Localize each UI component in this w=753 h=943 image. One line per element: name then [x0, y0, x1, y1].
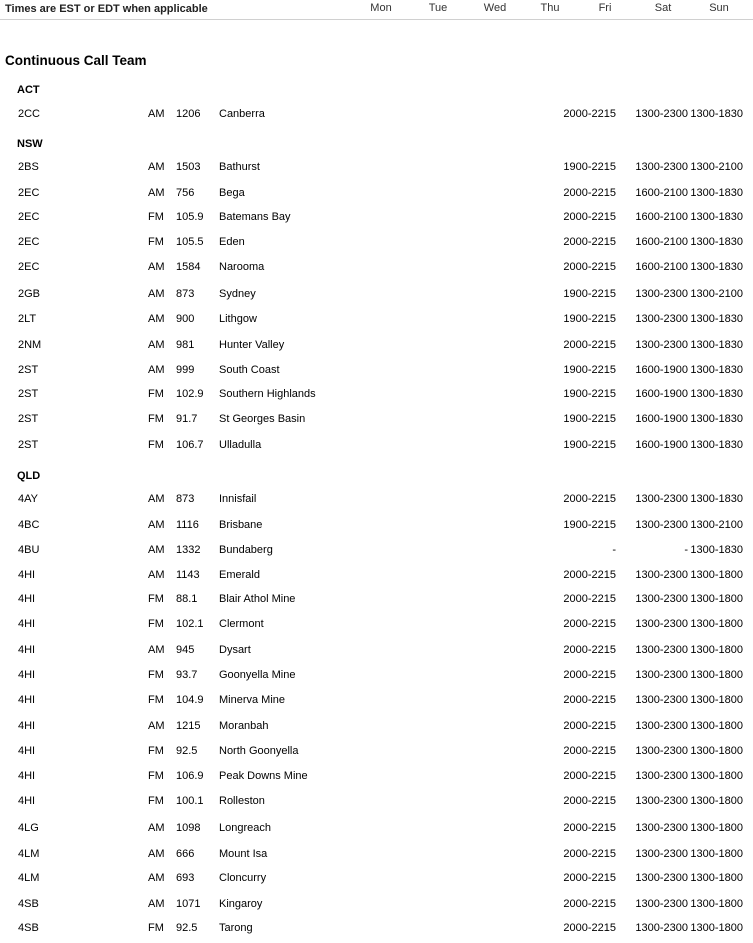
frequency: 999 [176, 364, 195, 376]
band: AM [148, 519, 165, 531]
table-row [0, 544, 753, 558]
sun-time: 1300-1830 [690, 388, 743, 400]
sat-time: 1300-2300 [635, 288, 688, 300]
location: Bundaberg [219, 544, 273, 556]
location: Blair Athol Mine [219, 593, 296, 605]
header-bar [0, 0, 753, 20]
sat-time: 1300-2300 [635, 922, 688, 934]
call-sign: 2GB [18, 288, 41, 300]
sat-time: 1300-2300 [635, 644, 688, 656]
frequency: 1332 [176, 544, 201, 556]
table-row [0, 593, 753, 607]
sat-time: 1300-2300 [635, 822, 688, 834]
band: FM [148, 745, 164, 757]
fri-time: - [612, 544, 616, 556]
call-sign: 4HI [18, 618, 36, 630]
call-sign: 2EC [18, 236, 40, 248]
band: AM [148, 493, 165, 505]
sat-time: 1300-2300 [635, 339, 688, 351]
frequency: 92.5 [176, 922, 198, 934]
sat-time: 1300-2300 [635, 161, 688, 173]
day-header-wed: Wed [483, 2, 507, 14]
call-sign: 2LT [18, 313, 37, 325]
band: AM [148, 544, 165, 556]
day-header-thu: Thu [540, 2, 560, 14]
sun-time: 1300-1830 [690, 339, 743, 351]
table-row [0, 569, 753, 583]
band: FM [148, 922, 164, 934]
call-sign: 4BU [18, 544, 40, 556]
table-row [0, 261, 753, 275]
fri-time: 2000-2215 [563, 795, 616, 807]
location: Kingaroy [219, 898, 263, 910]
location: Dysart [219, 644, 251, 656]
call-sign: 2EC [18, 261, 40, 273]
band: AM [148, 822, 165, 834]
sat-time: 1300-2300 [635, 795, 688, 807]
sun-time: 1300-1800 [690, 694, 743, 706]
fri-time: 1900-2215 [563, 288, 616, 300]
call-sign: 4LM [18, 872, 40, 884]
day-header-tue: Tue [428, 2, 448, 14]
sun-time: 1300-1800 [690, 848, 743, 860]
fri-time: 2000-2215 [563, 694, 616, 706]
table-row [0, 288, 753, 302]
table-row [0, 364, 753, 378]
sun-time: 1300-1800 [690, 593, 743, 605]
sun-time: 1300-1830 [690, 493, 743, 505]
call-sign: 4HI [18, 720, 36, 732]
band: FM [148, 618, 164, 630]
call-sign: 4HI [18, 569, 36, 581]
sat-time: 1600-1900 [635, 364, 688, 376]
table-row [0, 720, 753, 734]
frequency: 106.9 [176, 770, 204, 782]
table-row [0, 388, 753, 402]
call-sign: 2NM [18, 339, 42, 351]
band: AM [148, 108, 165, 120]
sat-time: 1600-2100 [635, 261, 688, 273]
sun-time: 1300-1800 [690, 872, 743, 884]
call-sign: 4LM [18, 848, 40, 860]
frequency: 106.7 [176, 439, 204, 451]
fri-time: 2000-2215 [563, 211, 616, 223]
table-row [0, 439, 753, 453]
fri-time: 2000-2215 [563, 872, 616, 884]
fri-time: 2000-2215 [563, 848, 616, 860]
call-sign: 4LG [18, 822, 39, 834]
sat-time: 1600-1900 [635, 413, 688, 425]
frequency: 981 [176, 339, 195, 351]
page-title: Continuous Call Team [5, 53, 147, 68]
sat-time: 1300-2300 [635, 593, 688, 605]
frequency: 1215 [176, 720, 201, 732]
fri-time: 2000-2215 [563, 745, 616, 757]
frequency: 873 [176, 288, 195, 300]
location: Emerald [219, 569, 260, 581]
sun-time: 1300-1800 [690, 898, 743, 910]
sun-time: 1300-1830 [690, 439, 743, 451]
band: AM [148, 872, 165, 884]
call-sign: 4HI [18, 795, 36, 807]
sun-time: 1300-1830 [690, 108, 743, 120]
band: AM [148, 261, 165, 273]
table-row [0, 898, 753, 912]
sun-time: 1300-1800 [690, 569, 743, 581]
sun-time: 1300-1800 [690, 795, 743, 807]
fri-time: 2000-2215 [563, 669, 616, 681]
band: FM [148, 413, 164, 425]
band: AM [148, 187, 165, 199]
call-sign: 4HI [18, 770, 36, 782]
fri-time: 2000-2215 [563, 236, 616, 248]
table-row [0, 795, 753, 809]
fri-time: 2000-2215 [563, 770, 616, 782]
location: Lithgow [219, 313, 257, 325]
fri-time: 1900-2215 [563, 388, 616, 400]
sun-time: 1300-1800 [690, 770, 743, 782]
table-row [0, 745, 753, 759]
frequency: 92.5 [176, 745, 198, 757]
location: Rolleston [219, 795, 265, 807]
location: Longreach [219, 822, 271, 834]
table-row [0, 694, 753, 708]
call-sign: 4HI [18, 593, 36, 605]
location: Hunter Valley [219, 339, 285, 351]
fri-time: 2000-2215 [563, 644, 616, 656]
state-heading: ACT [17, 84, 40, 96]
band: FM [148, 388, 164, 400]
sat-time: 1300-2300 [635, 519, 688, 531]
call-sign: 2ST [18, 413, 39, 425]
band: FM [148, 694, 164, 706]
sat-time: 1300-2300 [635, 108, 688, 120]
table-row [0, 339, 753, 353]
band: AM [148, 161, 165, 173]
location: Cloncurry [219, 872, 267, 884]
frequency: 666 [176, 848, 195, 860]
sun-time: 1300-1830 [690, 413, 743, 425]
sat-time: 1300-2300 [635, 770, 688, 782]
call-sign: 4BC [18, 519, 40, 531]
table-row [0, 493, 753, 507]
call-sign: 2BS [18, 161, 39, 173]
table-row [0, 161, 753, 175]
sun-time: 1300-1800 [690, 720, 743, 732]
call-sign: 2ST [18, 388, 39, 400]
sun-time: 1300-2100 [690, 519, 743, 531]
table-row [0, 211, 753, 225]
location: North Goonyella [219, 745, 299, 757]
day-header-fri: Fri [598, 2, 612, 14]
band: FM [148, 795, 164, 807]
location: Sydney [219, 288, 256, 300]
sun-time: 1300-1800 [690, 922, 743, 934]
band: FM [148, 211, 164, 223]
fri-time: 2000-2215 [563, 922, 616, 934]
frequency: 1116 [176, 519, 199, 531]
location: St Georges Basin [219, 413, 306, 425]
day-header-mon: Mon [370, 2, 392, 14]
sat-time: 1600-1900 [635, 439, 688, 451]
location: Mount Isa [219, 848, 268, 860]
frequency: 756 [176, 187, 195, 199]
sat-time: 1600-2100 [635, 236, 688, 248]
table-row [0, 872, 753, 886]
sun-time: 1300-1830 [690, 364, 743, 376]
frequency: 1206 [176, 108, 201, 120]
fri-time: 2000-2215 [563, 822, 616, 834]
table-row [0, 187, 753, 201]
table-row [0, 669, 753, 683]
fri-time: 2000-2215 [563, 569, 616, 581]
frequency: 88.1 [176, 593, 198, 605]
sat-time: 1300-2300 [635, 493, 688, 505]
band: FM [148, 439, 164, 451]
location: Tarong [219, 922, 253, 934]
frequency: 1584 [176, 261, 201, 273]
location: Moranbah [219, 720, 269, 732]
fri-time: 2000-2215 [563, 593, 616, 605]
sun-time: 1300-1830 [690, 261, 743, 273]
table-row [0, 644, 753, 658]
sat-time: 1600-2100 [635, 211, 688, 223]
location: Bega [219, 187, 245, 199]
sun-time: 1300-1800 [690, 618, 743, 630]
band: FM [148, 236, 164, 248]
frequency: 1503 [176, 161, 201, 173]
frequency: 104.9 [176, 694, 204, 706]
table-row [0, 618, 753, 632]
table-row [0, 848, 753, 862]
header-divider [0, 19, 753, 20]
frequency: 102.1 [176, 618, 204, 630]
table-row [0, 822, 753, 836]
location: Bathurst [219, 161, 260, 173]
band: AM [148, 898, 165, 910]
fri-time: 2000-2215 [563, 898, 616, 910]
location: Goonyella Mine [219, 669, 296, 681]
sat-time: 1300-2300 [635, 898, 688, 910]
table-row [0, 770, 753, 784]
frequency: 873 [176, 493, 195, 505]
sun-time: 1300-1830 [690, 187, 743, 199]
sat-time: 1300-2300 [635, 569, 688, 581]
call-sign: 4HI [18, 644, 36, 656]
sun-time: 1300-1800 [690, 644, 743, 656]
location: Canberra [219, 108, 265, 120]
fri-time: 2000-2215 [563, 720, 616, 732]
call-sign: 2EC [18, 211, 40, 223]
sun-time: 1300-1830 [690, 544, 743, 556]
band: AM [148, 720, 165, 732]
day-header-sun: Sun [709, 2, 729, 14]
sat-time: 1300-2300 [635, 872, 688, 884]
band: FM [148, 593, 164, 605]
fri-time: 2000-2215 [563, 108, 616, 120]
location: Peak Downs Mine [219, 770, 308, 782]
fri-time: 2000-2215 [563, 339, 616, 351]
sun-time: 1300-1800 [690, 822, 743, 834]
sat-time: 1300-2300 [635, 313, 688, 325]
sun-time: 1300-2100 [690, 161, 743, 173]
band: AM [148, 339, 165, 351]
band: AM [148, 288, 165, 300]
call-sign: 2CC [18, 108, 41, 120]
call-sign: 2ST [18, 439, 39, 451]
table-row [0, 313, 753, 327]
band: AM [148, 364, 165, 376]
sat-time: 1300-2300 [635, 720, 688, 732]
frequency: 105.9 [176, 211, 204, 223]
band: AM [148, 644, 165, 656]
band: AM [148, 313, 165, 325]
sat-time: 1300-2300 [635, 618, 688, 630]
frequency: 91.7 [176, 413, 198, 425]
call-sign: 4SB [18, 898, 39, 910]
table-row [0, 108, 753, 122]
sun-time: 1300-1800 [690, 669, 743, 681]
call-sign: 4HI [18, 694, 36, 706]
location: Minerva Mine [219, 694, 286, 706]
band: FM [148, 669, 164, 681]
band: FM [148, 770, 164, 782]
frequency: 105.5 [176, 236, 204, 248]
table-row [0, 922, 753, 936]
fri-time: 1900-2215 [563, 313, 616, 325]
sat-time: 1300-2300 [635, 694, 688, 706]
fri-time: 1900-2215 [563, 439, 616, 451]
fri-time: 2000-2215 [563, 261, 616, 273]
sat-time: 1300-2300 [635, 745, 688, 757]
location: Innisfail [219, 493, 257, 505]
fri-time: 2000-2215 [563, 618, 616, 630]
fri-time: 2000-2215 [563, 187, 616, 199]
location: South Coast [219, 364, 280, 376]
sat-time: 1300-2300 [635, 669, 688, 681]
frequency: 1143 [176, 569, 200, 581]
location: Southern Highlands [219, 388, 316, 400]
frequency: 693 [176, 872, 195, 884]
sun-time: 1300-1830 [690, 236, 743, 248]
state-heading: NSW [17, 138, 43, 150]
table-row [0, 236, 753, 250]
frequency: 945 [176, 644, 195, 656]
sun-time: 1300-1830 [690, 211, 743, 223]
table-row [0, 519, 753, 533]
frequency: 102.9 [176, 388, 204, 400]
call-sign: 4HI [18, 745, 36, 757]
frequency: 900 [176, 313, 195, 325]
fri-time: 1900-2215 [563, 519, 616, 531]
day-header-sat: Sat [654, 2, 672, 14]
timezone-note: Times are EST or EDT when applicable [5, 3, 208, 15]
sat-time: 1600-2100 [635, 187, 688, 199]
call-sign: 2EC [18, 187, 40, 199]
table-row [0, 413, 753, 427]
sat-time: - [684, 544, 688, 556]
call-sign: 2ST [18, 364, 39, 376]
fri-time: 1900-2215 [563, 413, 616, 425]
location: Clermont [219, 618, 264, 630]
sat-time: 1600-1900 [635, 388, 688, 400]
fri-time: 1900-2215 [563, 161, 616, 173]
fri-time: 2000-2215 [563, 493, 616, 505]
sun-time: 1300-1830 [690, 313, 743, 325]
call-sign: 4AY [18, 493, 38, 505]
band: AM [148, 848, 165, 860]
frequency: 100.1 [176, 795, 204, 807]
sat-time: 1300-2300 [635, 848, 688, 860]
frequency: 1071 [176, 898, 201, 910]
location: Narooma [219, 261, 265, 273]
location: Brisbane [219, 519, 263, 531]
call-sign: 4HI [18, 669, 36, 681]
frequency: 1098 [176, 822, 201, 834]
sun-time: 1300-2100 [690, 288, 743, 300]
location: Batemans Bay [219, 211, 291, 223]
fri-time: 1900-2215 [563, 364, 616, 376]
state-heading: QLD [17, 470, 41, 482]
call-sign: 4SB [18, 922, 39, 934]
location: Eden [219, 236, 245, 248]
frequency: 93.7 [176, 669, 198, 681]
sun-time: 1300-1800 [690, 745, 743, 757]
band: AM [148, 569, 165, 581]
location: Ulladulla [219, 439, 262, 451]
